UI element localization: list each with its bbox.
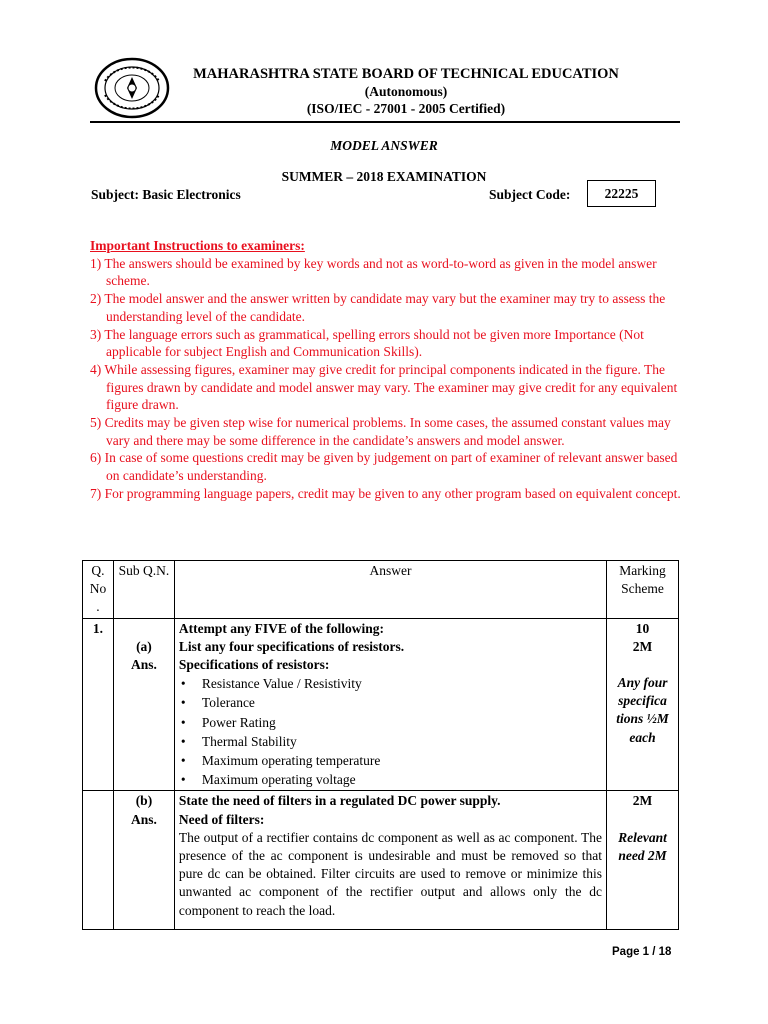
instruction-item: 7) For programming language papers, credit may be given to any other program based on equivalent concept.	[90, 485, 681, 501]
answer-heading: Need of filters:	[178, 811, 265, 827]
sub-question-cell	[113, 791, 174, 929]
question-number: 1.	[83, 618, 114, 791]
board-name: MAHARASHTRA STATE BOARD OF TECHNICAL EDUCATION	[193, 66, 619, 82]
header-marking: Marking Scheme	[607, 561, 679, 619]
subject-label: Subject: Basic Electronics	[91, 187, 241, 202]
board-autonomous: (Autonomous)	[364, 84, 448, 99]
question-instruction: Attempt any FIVE of the following:	[178, 620, 385, 636]
ans-label: Ans.	[131, 657, 157, 673]
marking-scheme-note: Relevant need 2M	[618, 829, 667, 863]
list-item: • Thermal Stability	[179, 732, 602, 751]
total-marks: 10	[635, 620, 650, 636]
answer-table	[82, 560, 679, 930]
ans-label: Ans.	[131, 811, 157, 827]
instruction-item: 1) The answers should be examined by key words and not as word-to-word as given in the model answer scheme.	[90, 255, 657, 289]
instruction-item: 3) The language errors such as grammatical, spelling errors should not be given more Importance (Not applicable for subject English and Communication Skills).	[90, 326, 644, 360]
header-divider	[90, 121, 680, 123]
instructions-title: Important Instructions to examiners:	[90, 238, 305, 253]
question-marks: 2M	[632, 638, 653, 654]
marking-scheme-note: Any four specifica tions ½M each	[616, 675, 669, 745]
instruction-item: 2) The model answer and the answer written by candidate may vary but the examiner may try to assess the understanding level of the candidate.	[90, 291, 666, 324]
instruction-item: 4) While assessing figures, examiner may give credit for principal components indicated in the figure. The figures drawn by candidate and model answer may vary. The examiner may give credit for any equivalent figure drawn.	[90, 361, 678, 413]
subject-code-box: 22225	[587, 180, 656, 207]
exam-session: SUMMER – 2018 EXAMINATION	[281, 169, 487, 184]
list-item: • Maximum operating voltage	[179, 770, 602, 789]
instruction-item: 5) Credits may be given step wise for numerical problems. In some cases, the assumed constant values may vary and there may be some difference in the candidate’s answers and model answer.	[90, 415, 671, 448]
question-text: State the need of filters in a regulated DC power supply.	[178, 793, 501, 809]
msbte-seal-icon	[93, 57, 171, 119]
list-item: • Resistance Value / Resistivity	[179, 674, 602, 693]
question-text: List any four specifications of resistors.	[178, 638, 405, 654]
question-number-empty	[83, 791, 114, 929]
answer-text: The output of a rectifier contains dc component as well as ac component. The presence of the ac component is undesirable and must be removed so that pure dc can be obtained. Filter circuits are used to remove or minimize this unwanted ac component of the rectifier output and allows only the dc component to reach the load.	[178, 829, 603, 918]
list-item: • Power Rating	[179, 713, 602, 732]
answer-heading: Specifications of resistors:	[178, 657, 330, 673]
spec-list	[179, 674, 602, 789]
header-subqn: Sub Q.N.	[113, 561, 174, 619]
marking-cell	[607, 791, 679, 929]
answer-cell	[174, 618, 606, 791]
table-row	[83, 618, 679, 791]
instruction-item: 6) In case of some questions credit may be given by judgement on part of examiner of relevant answer based on candidate’s understanding.	[90, 450, 678, 484]
answer-cell	[174, 791, 606, 929]
board-certification: (ISO/IEC - 27001 - 2005 Certified)	[306, 101, 506, 116]
table-row	[83, 791, 679, 929]
sub-question-label: (a)	[136, 638, 152, 654]
list-item: • Tolerance	[179, 693, 602, 712]
header-answer: Answer	[174, 561, 606, 619]
document-title: MODEL ANSWER	[330, 138, 438, 153]
subject-code-label: Subject Code:	[489, 187, 571, 202]
examiner-instructions	[90, 237, 690, 503]
header-qno: Q. No .	[83, 561, 114, 619]
question-marks: 2M	[632, 793, 653, 809]
marking-cell	[607, 618, 679, 791]
list-item: • Maximum operating temperature	[179, 751, 602, 770]
sub-question-cell	[113, 618, 174, 791]
table-header-row	[83, 561, 679, 619]
page-number: Page 1 / 18	[612, 946, 672, 958]
sub-question-label: (b)	[135, 793, 153, 809]
